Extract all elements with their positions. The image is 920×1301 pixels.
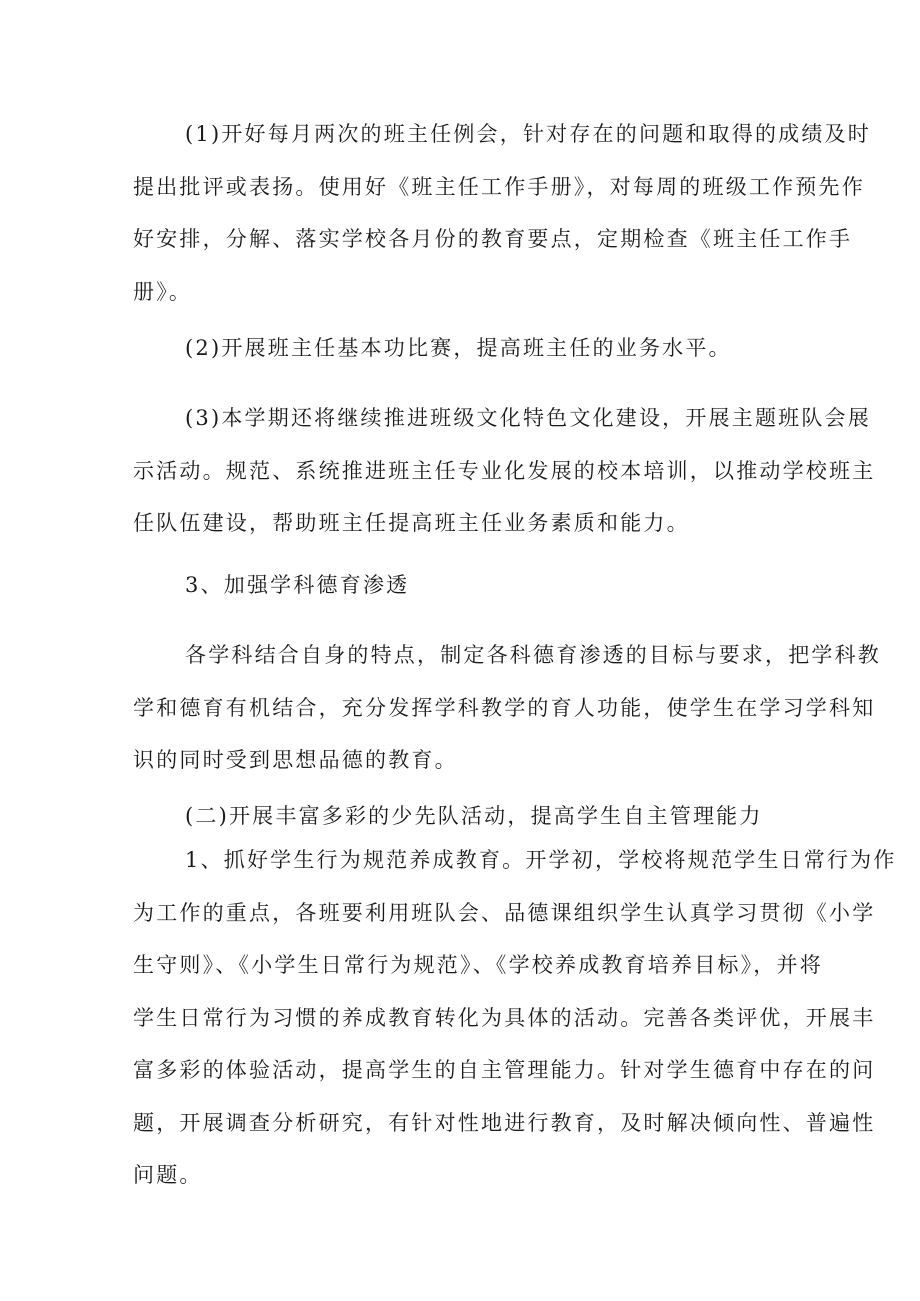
text-line: 学生日常行为习惯的养成教育转化为具体的活动。完善各类评优，开展丰 — [133, 1005, 876, 1030]
text-line: 富多彩的体验活动，提高学生的自主管理能力。针对学生德育中存在的问 — [133, 1058, 876, 1082]
text-line: (2)开展班主任基本功比赛，提高班主任的业务水平。 — [185, 336, 732, 360]
text-line: (1)开好每月两次的班主任例会，针对存在的问题和取得的成绩及时 — [185, 122, 871, 146]
text-line: 1、抓好学生行为规范养成教育。开学初，学校将规范学生日常行为作 — [185, 848, 897, 872]
text-line: 为工作的重点，各班要利用班队会、品德课组织学生认真学习贯彻《小学 — [133, 900, 876, 925]
text-line: (二)开展丰富多彩的少先队活动，提高学生自主管理能力 — [185, 804, 763, 828]
text-line: 学和德育有机结合，充分发挥学科教学的育人功能，使学生在学习学科知 — [133, 695, 876, 720]
paragraph-behavior-norms — [133, 834, 897, 1202]
text-line: 题，开展调查分析研究，有针对性地进行教育，及时解决倾向性、普遍性 — [133, 1110, 876, 1135]
text-line: 识的同时受到思想品德的教育。 — [133, 748, 458, 772]
text-line: 好安排，分解、落实学校各月份的教育要点，定期检查《班主任工作手 — [133, 227, 853, 251]
text-line: 生守则》、《小学生日常行为规范》、《学校养成教育培养目标》，并将 — [133, 953, 823, 977]
section-heading-subject-moral-education — [133, 559, 793, 612]
text-line: 册》。 — [133, 279, 193, 304]
text-line: 问题。 — [133, 1163, 203, 1187]
paragraph-subject-integration — [133, 629, 881, 787]
paragraph-class-culture — [133, 392, 876, 550]
text-line: 提出批评或表扬。使用好《班主任工作手册》，对每周的班级工作预先作 — [133, 174, 865, 199]
paragraph-skill-competition — [133, 322, 793, 375]
paragraph-class-teacher-meeting — [133, 108, 871, 318]
text-line: 任队伍建设，帮助班主任提高班主任业务素质和能力。 — [133, 511, 690, 535]
text-line: 示活动。规范、系统推进班主任专业化发展的校本培训，以推动学校班主 — [133, 458, 876, 483]
text-line: 3、加强学科德育渗透 — [185, 573, 410, 597]
text-line: (3)本学期还将继续推进班级文化特色文化建设，开展主题班队会展 — [185, 406, 871, 430]
text-line: 各学科结合自身的特点，制定各科德育渗透的目标与要求，把学科教 — [185, 643, 881, 667]
